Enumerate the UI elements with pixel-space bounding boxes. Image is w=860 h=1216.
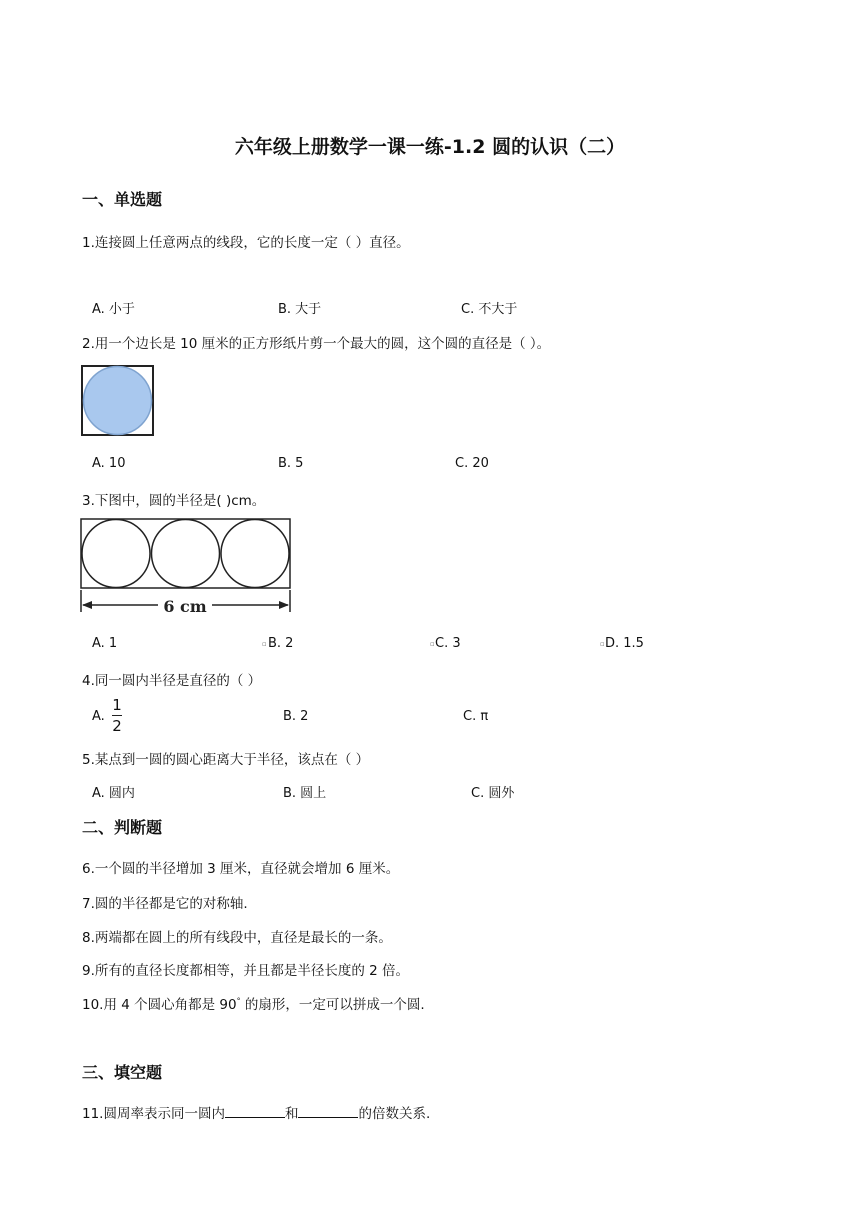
q5-option-a[interactable]: A. 圆内 bbox=[92, 786, 135, 801]
option-marker-icon: ▫ bbox=[262, 640, 267, 648]
option-marker-icon: ▫ bbox=[430, 640, 435, 648]
q3-option-a[interactable]: A. 1 bbox=[92, 636, 118, 651]
q5-option-b[interactable]: B. 圆上 bbox=[283, 786, 327, 801]
q4-option-b[interactable]: B. 2 bbox=[283, 709, 309, 724]
section-heading-single-choice: 一、单选题 bbox=[82, 190, 163, 209]
fraction-bar bbox=[112, 715, 122, 716]
question-3-text: 3.下图中，圆的半径是( )cm。 bbox=[82, 493, 266, 509]
answer-blank-1[interactable] bbox=[225, 1105, 285, 1118]
three-circles-figure bbox=[80, 518, 294, 616]
page-title: 六年级上册数学一课一练-1.2 圆的认识（二） bbox=[234, 136, 626, 158]
q1-option-c[interactable]: C. 不大于 bbox=[461, 302, 518, 317]
fraction-denominator: 2 bbox=[112, 717, 122, 735]
q10-text-after: 的扇形，一定可以拼成一个圆. bbox=[240, 997, 425, 1013]
q11-text-before: 11.圆周率表示同一圆内 bbox=[82, 1106, 225, 1122]
square-with-circle-figure bbox=[81, 365, 155, 437]
circle-right bbox=[221, 520, 289, 588]
rectangle-outline bbox=[81, 519, 290, 588]
question-2-text: 2.用一个边长是 10 厘米的正方形纸片剪一个最大的圆，这个圆的直径是（ ）。 bbox=[82, 336, 551, 352]
q4-option-a-prefix: A. bbox=[92, 709, 105, 724]
question-5-text: 5.某点到一圆的圆心距离大于半径，该点在（ ） bbox=[82, 752, 370, 768]
q11-text-middle: 和 bbox=[284, 1106, 299, 1122]
q4-option-c[interactable]: C. π bbox=[463, 709, 489, 724]
q3-option-c[interactable]: C. 3 bbox=[435, 636, 461, 651]
arrow-left-icon bbox=[82, 601, 92, 609]
fraction-numerator: 1 bbox=[112, 696, 122, 714]
question-9-text: 9.所有的直径长度都相等，并且都是半径长度的 2 倍。 bbox=[82, 963, 410, 979]
inscribed-circle bbox=[84, 367, 152, 435]
q3-option-b[interactable]: B. 2 bbox=[268, 636, 294, 651]
question-4-text: 4.同一圆内半径是直径的（ ） bbox=[82, 673, 262, 689]
q2-option-b[interactable]: B. 5 bbox=[278, 456, 304, 471]
q1-option-b[interactable]: B. 大于 bbox=[278, 302, 322, 317]
answer-blank-2[interactable] bbox=[298, 1105, 358, 1118]
dimension-label: 6 cm bbox=[163, 597, 207, 616]
q1-option-a[interactable]: A. 小于 bbox=[92, 302, 135, 317]
question-8-text: 8.两端都在圆上的所有线段中，直径是最长的一条。 bbox=[82, 930, 392, 946]
degree-symbol: ° bbox=[236, 996, 241, 1006]
question-11-text bbox=[82, 1102, 430, 1122]
arrow-right-icon bbox=[279, 601, 289, 609]
question-1-text: 1.连接圆上任意两点的线段，它的长度一定（ ）直径。 bbox=[82, 235, 410, 251]
q2-option-c[interactable]: C. 20 bbox=[455, 456, 489, 471]
question-7-text: 7.圆的半径都是它的对称轴. bbox=[82, 896, 248, 912]
circle-middle bbox=[152, 520, 220, 588]
option-marker-icon: ▫ bbox=[600, 640, 605, 648]
q5-option-c[interactable]: C. 圆外 bbox=[471, 786, 515, 801]
section-heading-fill-in: 三、填空题 bbox=[82, 1063, 163, 1082]
q3-option-d[interactable]: D. 1.5 bbox=[605, 636, 644, 651]
q11-text-after: 的倍数关系. bbox=[358, 1106, 431, 1122]
q2-option-a[interactable]: A. 10 bbox=[92, 456, 126, 471]
section-heading-true-false: 二、判断题 bbox=[82, 818, 163, 837]
q4-option-a[interactable] bbox=[92, 709, 105, 724]
circle-left bbox=[82, 520, 150, 588]
question-10-text bbox=[82, 993, 425, 1013]
question-6-text: 6.一个圆的半径增加 3 厘米，直径就会增加 6 厘米。 bbox=[82, 861, 400, 877]
q10-text-before: 10.用 4 个圆心角都是 90 bbox=[82, 997, 237, 1013]
